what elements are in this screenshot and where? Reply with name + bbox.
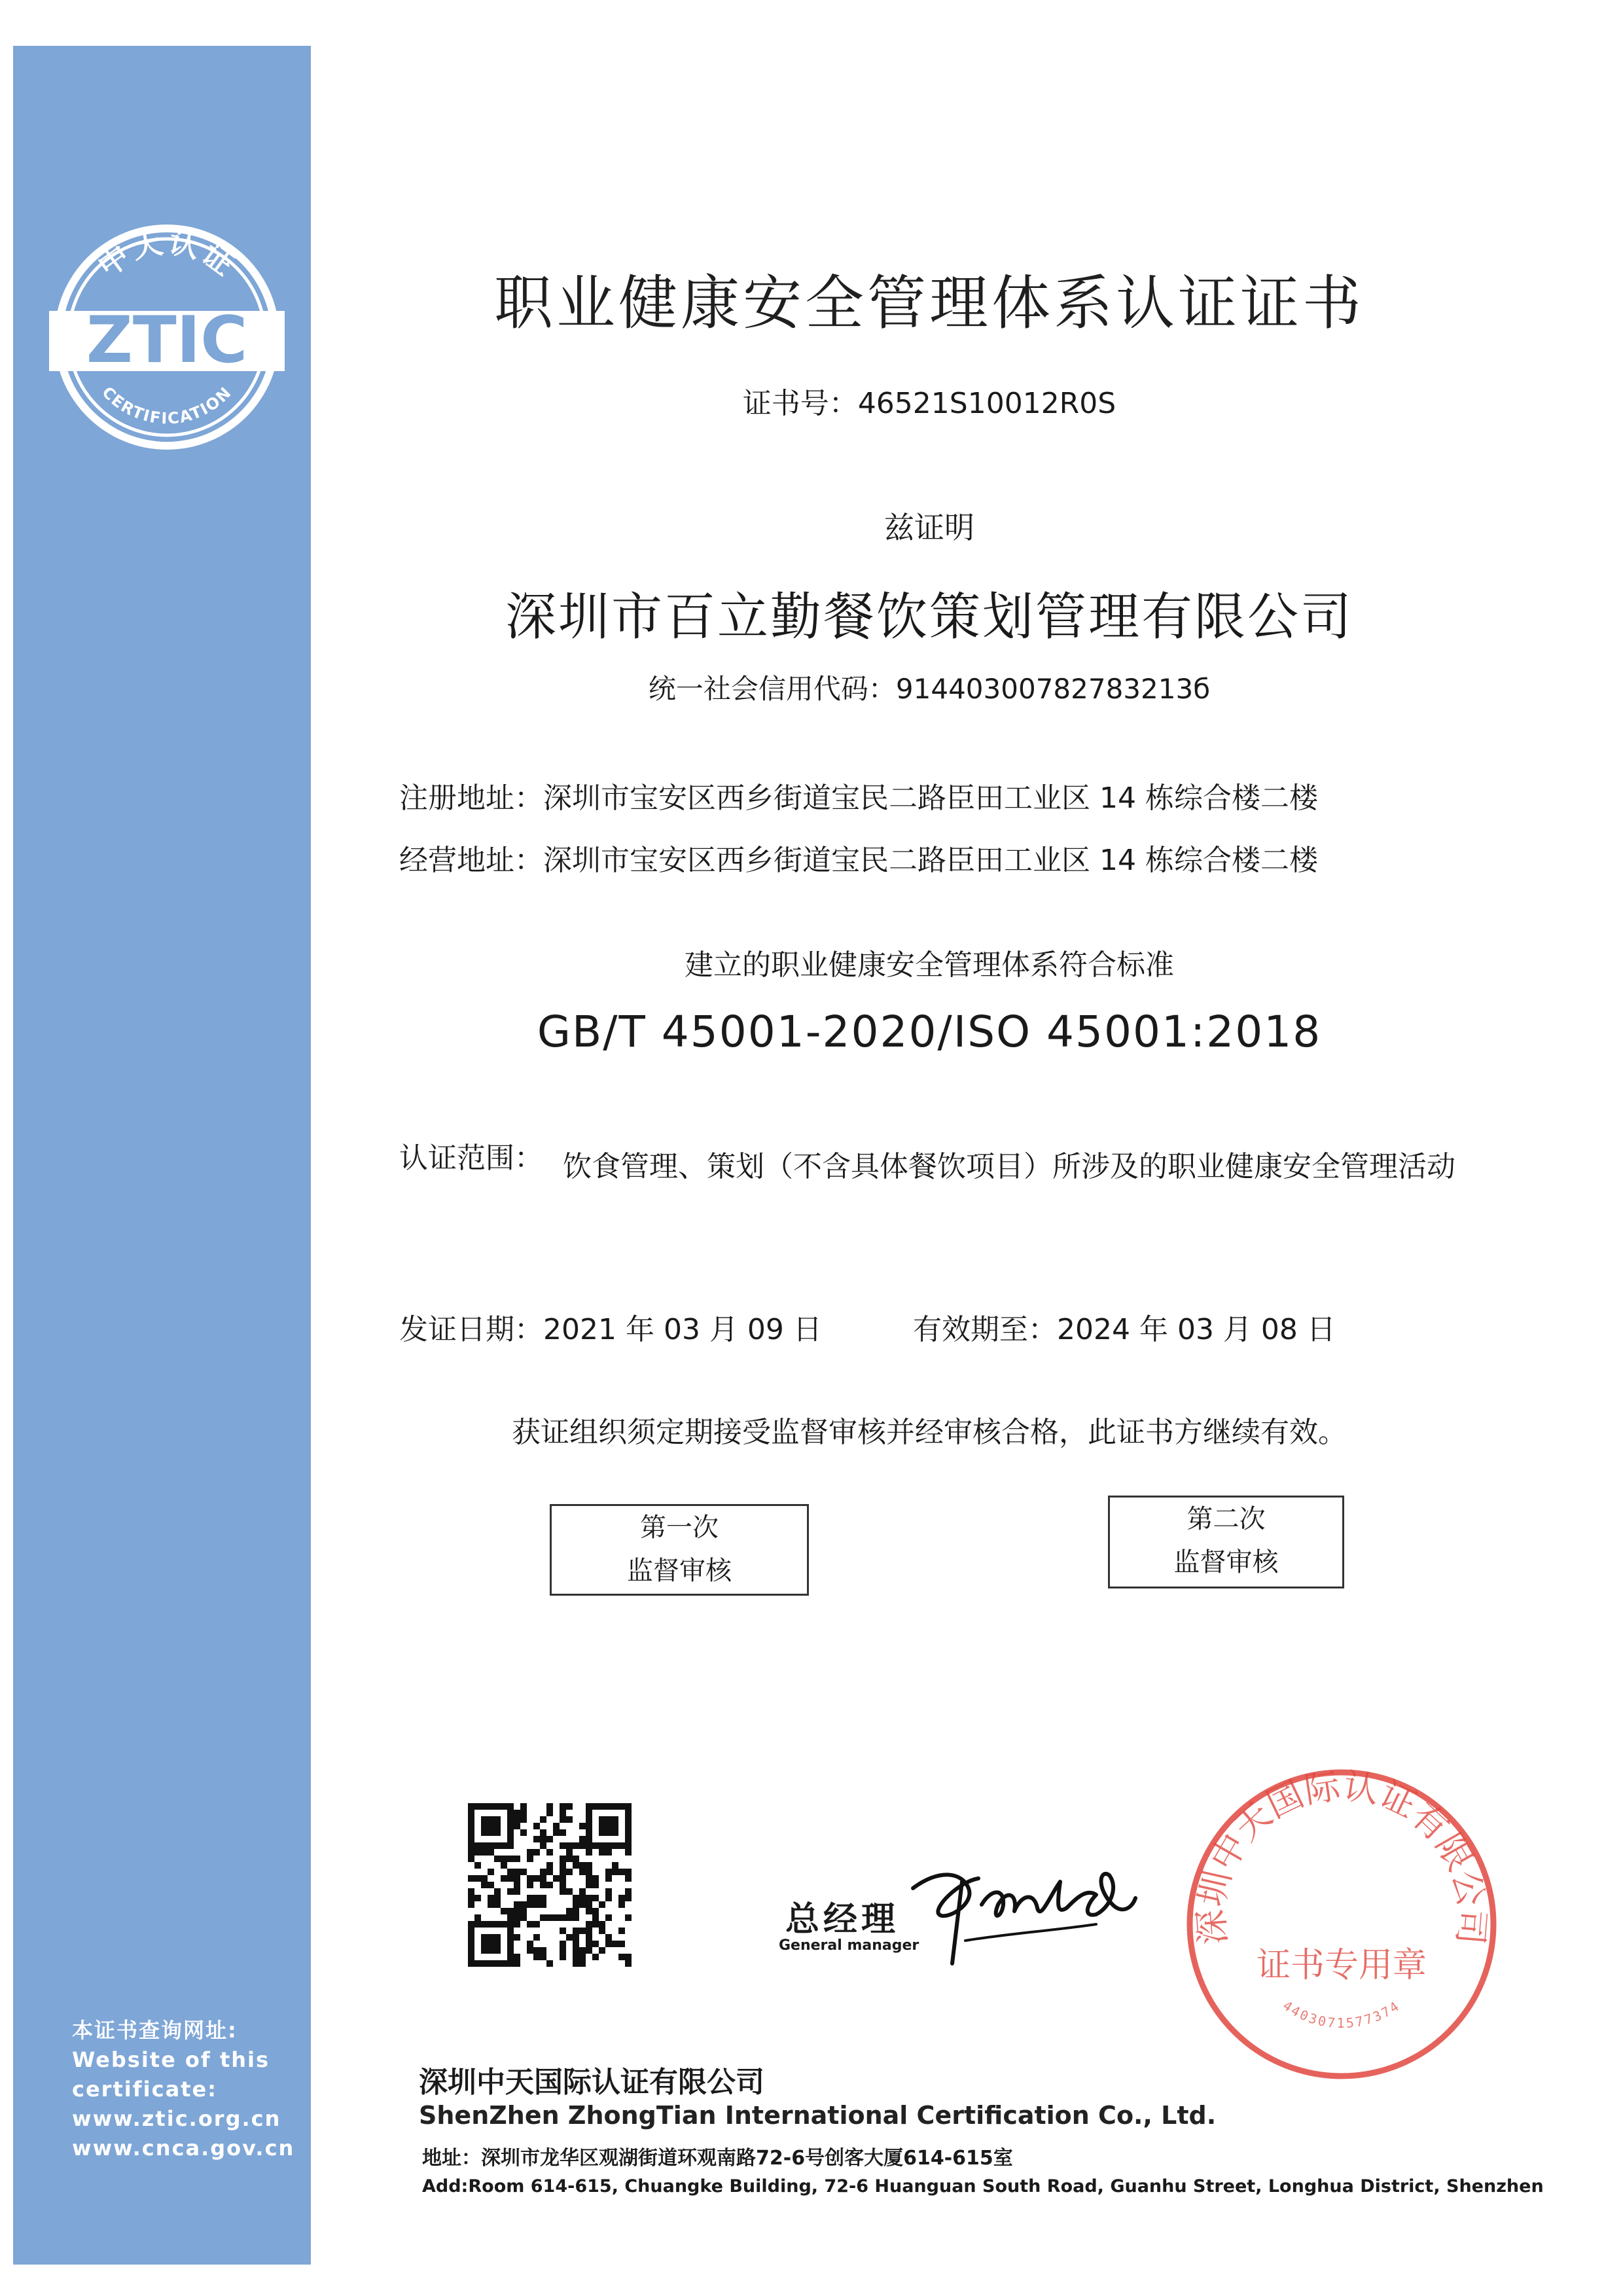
website-url-cnca[interactable]: www.cnca.gov.cn — [72, 2136, 295, 2161]
general-manager-title-en: General manager — [779, 1937, 919, 1954]
surveillance-box-line1: 第二次 — [1186, 1504, 1266, 1534]
company-name: 深圳市百立勤餐饮策划管理有限公司 — [505, 588, 1353, 647]
qr-code-icon[interactable] — [468, 1803, 632, 1967]
seal-outer-text: 深圳中天国际认证有限公司 — [1190, 1765, 1493, 1946]
certificate-number-value: 46521S10012R0S — [857, 387, 1116, 420]
issuer-address-en: Add:Room 614-615, Chuangke Building, 72-6 Huanguan South Road, Guanhu Street, Longhua District, Shenzhen — [422, 2176, 1544, 2197]
issue-date-row — [399, 1306, 822, 1348]
issuer-name-en: ShenZhen ZhongTian International Certification Co., Ltd. — [419, 2101, 1217, 2130]
credit-code-label: 统一社会信用代码： — [648, 673, 896, 705]
valid-until-value: 2024 年 03 月 08 日 — [1057, 1313, 1336, 1346]
general-manager-title-cn: 总经理 — [785, 1900, 900, 1939]
company-seal-icon — [1178, 1761, 1505, 2088]
standard-intro: 建立的职业健康安全管理体系符合标准 — [685, 948, 1174, 982]
issuer-address-cn: 地址：深圳市龙华区观湖街道环观南路72-6号创客大厦614-615室 — [422, 2147, 1013, 2170]
credit-code-value: 91440300782783213б — [895, 673, 1211, 705]
surveillance-box-line2: 监督审核 — [627, 1556, 732, 1586]
issuer-name-cn: 深圳中天国际认证有限公司 — [419, 2066, 764, 2099]
signature-icon — [900, 1842, 1142, 1967]
registered-address-value: 深圳市宝安区西乡街道宝民二路臣田工业区 14 栋综合楼二楼 — [543, 781, 1318, 815]
seal-serial: 4403071577374 — [1279, 1997, 1404, 2032]
seal-inner-text: 证书专用章 — [1256, 1946, 1427, 1985]
certificate-number — [386, 380, 1472, 422]
surveillance-box-line2: 监督审核 — [1173, 1547, 1279, 1577]
website-info — [72, 2016, 308, 2163]
logo-main-text: ZTIC — [86, 303, 248, 378]
issue-date-label: 发证日期： — [399, 1313, 543, 1346]
valid-until-label: 有效期至： — [913, 1313, 1057, 1346]
website-url-ztic[interactable]: www.ztic.org.cn — [72, 2106, 281, 2131]
logo-bottom-text: CERTIFICATION — [98, 383, 236, 428]
certificate-number-label: 证书号： — [742, 387, 858, 420]
first-surveillance-box — [550, 1504, 809, 1596]
certificate-title: 职业健康安全管理体系认证证书 — [494, 269, 1364, 338]
ztic-logo — [49, 219, 285, 455]
standard-code: GB/T 45001-2020/ISO 45001:2018 — [537, 1007, 1322, 1057]
logo-top-text: 中天认证 — [91, 224, 243, 284]
validity-notice: 获证组织须定期接受监督审核并经审核合格，此证书方继续有效。 — [512, 1416, 1347, 1449]
credit-code-line — [386, 668, 1472, 707]
surveillance-box-line1: 第一次 — [640, 1513, 719, 1543]
operating-address-label: 经营地址： — [399, 844, 543, 877]
website-label-cn: 本证书查询网址: — [72, 2018, 238, 2043]
scope-label: 认证范围： — [399, 1141, 543, 1175]
operating-address-row — [399, 836, 1318, 878]
website-label-en-1: Website of this — [72, 2047, 270, 2072]
hereby-certify: 兹证明 — [884, 510, 974, 545]
scope-text: 饮食管理、策划（不含具体餐饮项目）所涉及的职业健康安全管理活动 — [563, 1150, 1455, 1183]
registered-address-label: 注册地址： — [399, 781, 543, 815]
registered-address-row — [399, 774, 1318, 816]
valid-until-row — [913, 1306, 1336, 1348]
second-surveillance-box — [1108, 1496, 1344, 1588]
operating-address-value: 深圳市宝安区西乡街道宝民二路臣田工业区 14 栋综合楼二楼 — [543, 844, 1318, 877]
issue-date-value: 2021 年 03 月 09 日 — [543, 1313, 822, 1346]
website-label-en-2: certificate: — [72, 2077, 217, 2102]
